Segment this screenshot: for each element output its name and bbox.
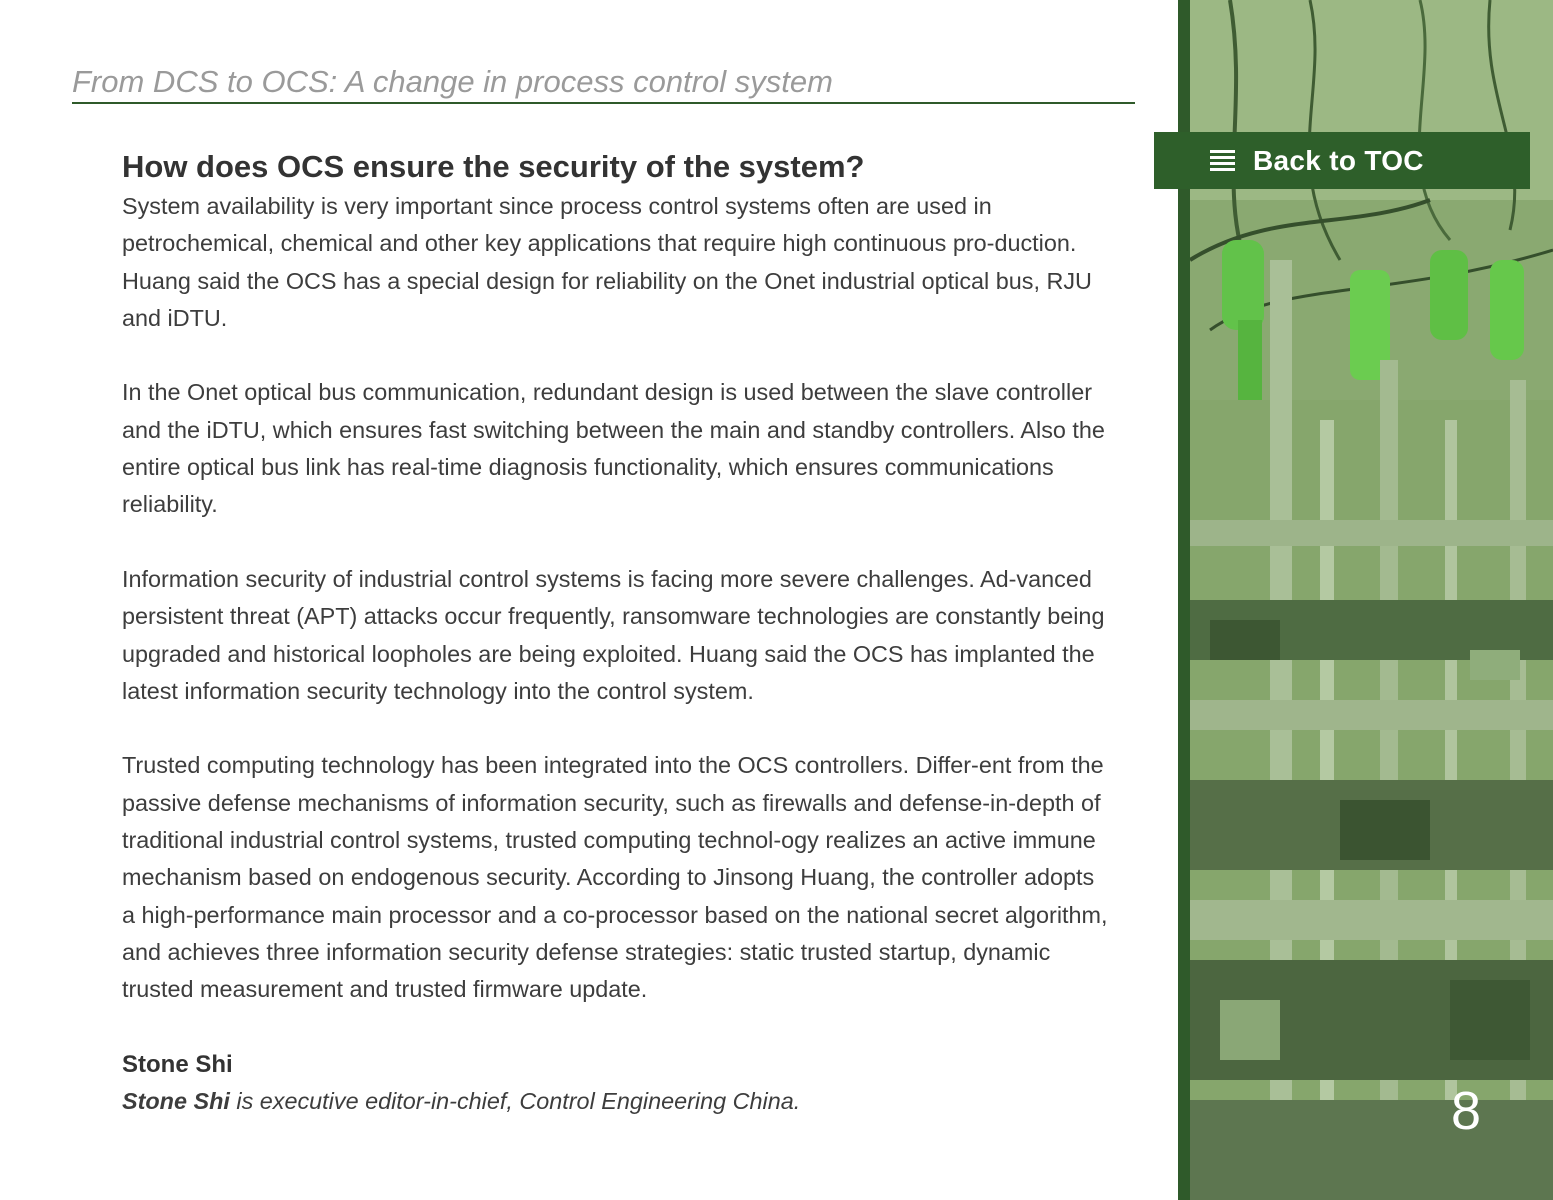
author-bio-name: Stone Shi <box>122 1087 230 1114</box>
article <box>122 146 1112 1120</box>
paragraph-redundancy: In the Onet optical bus communication, redundant design is used between the slave controller and the iDTU, which ensures fast switching between the main and standby controllers. Also the entire optical bus link has real-time diagnosis functionality, which ensures communications reliability. <box>122 379 1105 518</box>
page-number: 8 <box>1450 1081 1482 1141</box>
running-header <box>72 62 1135 104</box>
paragraph-information-security: Information security of industrial control systems is facing more severe challenges. Ad-vanced persistent threat (APT) attacks occur frequently, ransomware technologies are constantly being upgraded and historical loopholes are being exploited. Huang said the OCS has implanted the latest information security technology into the control system. <box>122 565 1105 704</box>
running-title: From DCS to OCS: A change in process control system <box>72 64 833 99</box>
list-icon <box>1210 150 1235 172</box>
paragraph-trusted-computing: Trusted computing technology has been integrated into the OCS controllers. Differ-ent from the passive defense mechanisms of information security, such as firewalls and defense-in-depth of traditional industrial control systems, trusted computing technol-ogy realizes an active immune mechanism based on endogenous security. According to Jinsong Huang, the controller adopts a high-performance main processor and a co-processor based on the national secret algorithm, and achieves three information security defense strategies: static trusted startup, dynamic trusted measurement and trusted firmware update. <box>122 752 1108 1003</box>
author-bio-text: is executive editor-in-chief, Control Engineering China. <box>229 1087 801 1114</box>
section-heading: How does OCS ensure the security of the system? <box>122 149 865 184</box>
author-bio <box>122 1083 1112 1120</box>
paragraph-availability: System availability is very important since process control systems often are used in petrochemical, chemical and other key applications that require high continuous pro-duction. Huang said the OCS has a special design for reliability on the Onet industrial optical bus, RJU and iDTU. <box>122 193 1092 331</box>
author-name: Stone Shi <box>122 1050 233 1078</box>
back-to-toc-label: Back to TOC <box>1253 144 1424 176</box>
back-to-toc-button[interactable] <box>1154 132 1530 189</box>
